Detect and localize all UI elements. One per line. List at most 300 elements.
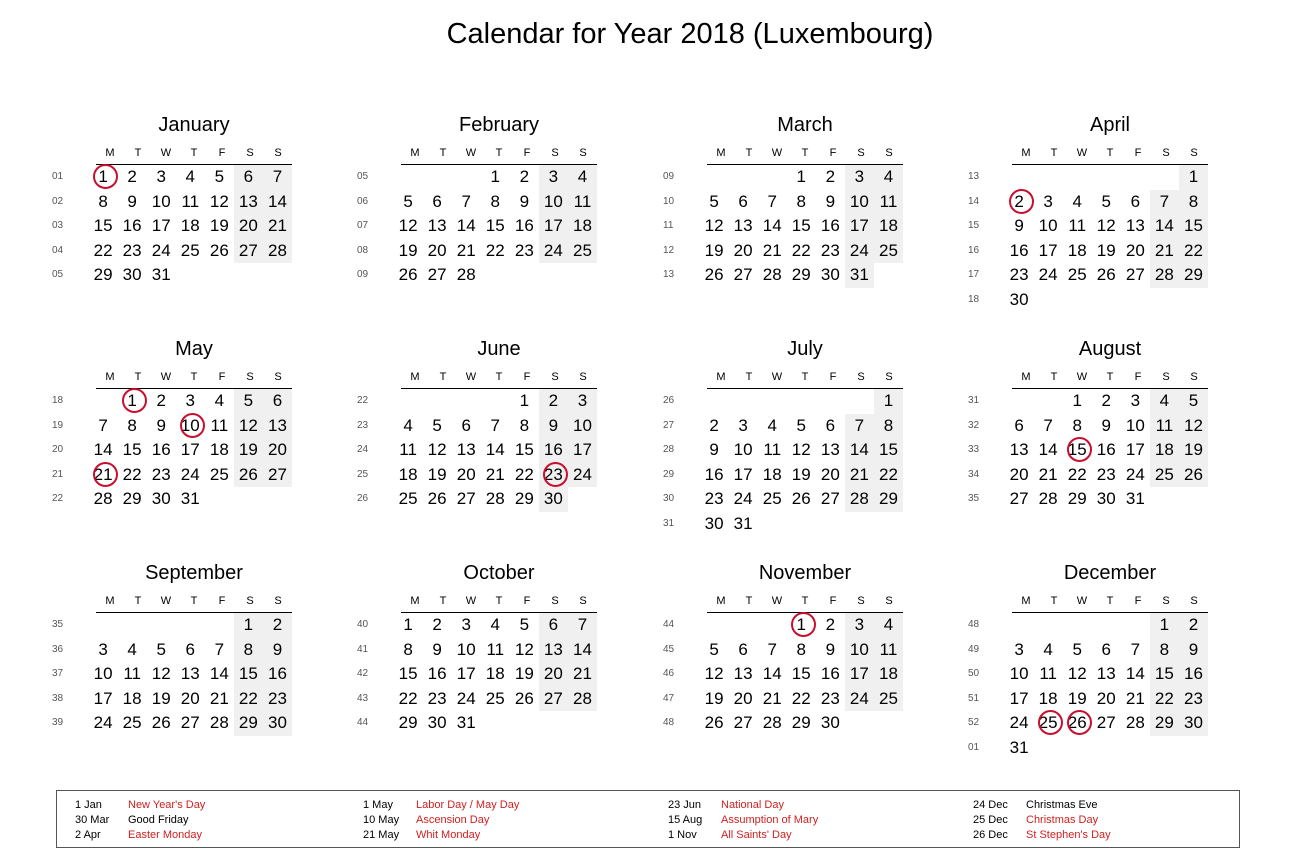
day-cell: 8 — [403, 639, 413, 659]
week-row — [52, 638, 292, 663]
empty-day-cell — [1121, 165, 1150, 190]
month-name: September — [145, 562, 243, 584]
empty-day-cell — [758, 389, 787, 414]
month-july — [663, 332, 903, 536]
weekday-label: W — [1076, 371, 1088, 383]
weekday-label: S — [1190, 147, 1198, 159]
day-cell: 21 — [845, 463, 874, 488]
week-row — [663, 414, 903, 439]
empty-day-cell — [729, 165, 758, 190]
day-cell: 21 — [1150, 239, 1179, 264]
day-cell: 30 — [820, 265, 840, 284]
weekday-label: S — [857, 595, 865, 607]
day-cell: 18 — [485, 664, 505, 683]
day-cell: 22 — [234, 687, 263, 712]
day-cell: 28 — [263, 239, 292, 264]
day-cell: 15 — [791, 216, 811, 235]
day-cell: 10 — [1125, 415, 1145, 435]
empty-day-cell — [568, 487, 597, 512]
week-row — [968, 288, 1208, 313]
month-april — [968, 108, 1208, 312]
day-cell: 21 — [568, 662, 597, 687]
day-cell: 28 — [209, 713, 229, 732]
holiday-date: 30 Mar — [75, 814, 110, 826]
day-cell: 9 — [1014, 216, 1024, 235]
week-number: 01 — [52, 171, 64, 182]
empty-day-cell — [700, 613, 729, 638]
week-row — [52, 687, 292, 712]
week-number: 01 — [968, 741, 980, 753]
empty-day-cell — [1034, 736, 1063, 761]
day-cell: 11 — [568, 190, 597, 215]
day-cell: 22 — [874, 463, 903, 488]
day-cell: 4 — [874, 613, 903, 638]
week-number: 17 — [968, 269, 980, 280]
day-cell: 3 — [1014, 639, 1024, 659]
week-row — [357, 414, 597, 439]
week-row — [663, 463, 903, 488]
day-cell: 16 — [1096, 440, 1116, 459]
month-february — [357, 108, 597, 288]
day-cell: 20 — [820, 464, 840, 484]
weekday-label: T — [495, 595, 503, 607]
day-cell: 12 — [209, 191, 229, 211]
day-cell: 12 — [151, 664, 171, 683]
weekday-label: T — [134, 371, 142, 383]
weekday-label: S — [885, 595, 893, 607]
empty-day-cell — [1063, 288, 1092, 313]
day-cell: 13 — [263, 414, 292, 439]
week-number: 31 — [663, 517, 675, 529]
weekday-label: S — [1162, 371, 1170, 383]
day-cell: 3 — [539, 165, 568, 190]
week-row — [968, 463, 1208, 488]
weekday-label: T — [190, 147, 198, 159]
day-cell: 26 — [791, 489, 811, 508]
weekday-label: F — [218, 147, 226, 159]
month-august — [968, 332, 1208, 512]
day-cell: 19 — [1096, 240, 1116, 260]
weekday-header — [401, 142, 597, 165]
holiday-name: St Stephen's Day — [1026, 829, 1111, 841]
day-cell: 26 — [398, 265, 418, 284]
week-row — [663, 389, 903, 414]
day-cell: 30 — [263, 711, 292, 736]
day-cell: 8 — [796, 639, 806, 659]
empty-day-cell — [481, 711, 510, 736]
weekday-label: W — [771, 595, 783, 607]
week-number: 44 — [663, 619, 675, 630]
weekday-label: M — [716, 595, 726, 607]
day-cell: 8 — [127, 415, 137, 435]
weekday-label: T — [190, 371, 198, 383]
holiday-day-cell: 23 — [539, 463, 568, 488]
day-cell: 6 — [738, 639, 748, 659]
day-cell: 6 — [1101, 639, 1111, 659]
day-cell: 23 — [122, 240, 142, 260]
empty-day-cell — [205, 263, 234, 288]
weekday-label: T — [801, 147, 809, 159]
month-name: December — [1063, 562, 1157, 584]
day-cell: 7 — [1043, 415, 1053, 435]
day-cell: 22 — [1150, 687, 1179, 712]
empty-day-cell — [758, 613, 787, 638]
day-cell: 7 — [214, 639, 225, 659]
weekday-label: F — [1134, 147, 1142, 159]
empty-day-cell — [787, 512, 816, 537]
week-number: 48 — [663, 717, 675, 728]
day-cell: 12 — [427, 440, 447, 459]
day-cell: 17 — [1009, 688, 1029, 708]
day-cell: 10 — [568, 414, 597, 439]
day-cell: 11 — [181, 191, 200, 211]
weekday-header — [707, 590, 903, 613]
day-cell: 26 — [514, 688, 534, 708]
day-cell: 3 — [185, 391, 195, 410]
week-row — [52, 662, 292, 687]
holiday-name: Ascension Day — [416, 814, 490, 826]
week-row — [968, 389, 1208, 414]
empty-day-cell — [423, 389, 452, 414]
day-cell: 11 — [874, 638, 903, 663]
week-number: 40 — [357, 619, 369, 630]
week-row — [663, 438, 903, 463]
empty-day-cell — [874, 711, 903, 736]
day-cell: 9 — [539, 414, 568, 439]
weekday-label: M — [105, 147, 115, 159]
day-cell: 8 — [1072, 415, 1082, 435]
day-cell: 5 — [709, 191, 719, 211]
weekday-label: W — [465, 595, 477, 607]
day-cell: 15 — [234, 662, 263, 687]
holiday-entry — [668, 813, 818, 828]
empty-day-cell — [539, 263, 568, 288]
month-march — [663, 108, 903, 288]
holiday-date: 26 Dec — [973, 829, 1008, 841]
day-cell: 12 — [1179, 414, 1208, 439]
holiday-name: Good Friday — [128, 814, 189, 826]
empty-day-cell — [481, 389, 510, 414]
holiday-name: Assumption of Mary — [721, 814, 819, 826]
day-cell: 13 — [1125, 216, 1145, 235]
day-cell: 19 — [151, 688, 171, 708]
weekday-label: F — [829, 147, 837, 159]
day-cell: 10 — [539, 190, 568, 215]
week-row — [968, 736, 1208, 761]
day-cell: 28 — [1125, 713, 1145, 732]
weekday-label: T — [439, 371, 447, 383]
week-number: 52 — [968, 717, 980, 728]
weekday-label: F — [829, 595, 837, 607]
day-cell: 29 — [93, 265, 113, 284]
weekday-label: W — [1076, 147, 1088, 159]
weekday-label: W — [160, 147, 172, 159]
empty-day-cell — [263, 487, 292, 512]
week-row — [663, 263, 903, 288]
holiday-day-cell: 25 — [1034, 711, 1063, 736]
empty-day-cell — [845, 711, 874, 736]
day-cell: 28 — [456, 265, 476, 284]
week-number: 26 — [357, 493, 369, 504]
day-cell: 20 — [1009, 464, 1029, 484]
weekday-label: W — [771, 147, 783, 159]
empty-day-cell — [1150, 487, 1179, 512]
day-cell: 18 — [1067, 240, 1087, 260]
week-row — [968, 214, 1208, 239]
weekday-label: M — [410, 371, 420, 383]
day-cell: 6 — [432, 191, 442, 211]
week-row — [968, 438, 1208, 463]
day-cell: 16 — [820, 216, 840, 235]
weekday-label: S — [579, 147, 587, 159]
empty-day-cell — [816, 512, 845, 537]
day-cell: 5 — [432, 415, 442, 435]
week-row — [52, 190, 292, 215]
weekday-label: W — [771, 371, 783, 383]
week-number: 28 — [663, 444, 675, 455]
week-number: 05 — [52, 269, 64, 280]
week-row — [968, 414, 1208, 439]
weekday-label: S — [551, 147, 559, 159]
weekday-label: T — [745, 147, 753, 159]
holiday-day-cell: 15 — [1063, 438, 1092, 463]
empty-day-cell — [1150, 165, 1179, 190]
day-cell: 20 — [539, 662, 568, 687]
empty-day-cell — [729, 389, 758, 414]
day-cell: 16 — [263, 662, 292, 687]
weekday-header — [401, 590, 597, 613]
day-cell: 9 — [1179, 638, 1208, 663]
day-cell: 6 — [263, 389, 292, 414]
day-cell: 23 — [820, 688, 840, 708]
day-cell: 24 — [456, 688, 476, 708]
weekday-label: T — [1106, 147, 1114, 159]
holiday-entry — [363, 828, 519, 843]
week-row — [968, 263, 1208, 288]
month-name: June — [477, 338, 521, 360]
day-cell: 4 — [214, 391, 225, 410]
day-cell: 13 — [733, 664, 753, 683]
empty-day-cell — [234, 263, 263, 288]
week-row — [968, 613, 1208, 638]
holiday-date: 2 Apr — [75, 829, 101, 841]
holiday-column — [668, 798, 818, 843]
weekday-label: M — [105, 595, 115, 607]
day-cell: 29 — [1150, 711, 1179, 736]
week-number: 46 — [663, 668, 675, 679]
weekday-label: T — [1050, 371, 1058, 383]
week-row — [663, 613, 903, 638]
weekday-label: T — [801, 371, 809, 383]
day-cell: 2 — [127, 167, 137, 186]
week-row — [968, 239, 1208, 264]
day-cell: 3 — [845, 613, 874, 638]
week-number: 50 — [968, 668, 980, 679]
empty-day-cell — [234, 487, 263, 512]
day-cell: 20 — [427, 240, 447, 260]
week-row — [663, 487, 903, 512]
day-cell: 8 — [234, 638, 263, 663]
day-cell: 24 — [568, 463, 597, 488]
day-cell: 1 — [1179, 165, 1208, 190]
month-name: October — [463, 562, 535, 584]
day-cell: 27 — [820, 489, 840, 508]
day-cell: 25 — [568, 239, 597, 264]
day-cell: 26 — [427, 489, 447, 508]
weekday-label: S — [274, 371, 282, 383]
day-cell: 24 — [151, 240, 171, 260]
week-number: 45 — [663, 643, 675, 655]
week-row — [52, 239, 292, 264]
day-cell: 21 — [1125, 688, 1145, 708]
day-cell: 2 — [825, 167, 836, 186]
weekday-header — [96, 366, 292, 389]
week-row — [663, 662, 903, 687]
holiday-entry — [75, 828, 205, 843]
weekday-label: S — [274, 595, 282, 607]
day-cell: 19 — [398, 240, 418, 260]
week-number: 22 — [357, 395, 369, 406]
empty-day-cell — [1092, 613, 1121, 638]
empty-day-cell — [729, 613, 758, 638]
weekday-label: S — [1190, 371, 1198, 383]
day-cell: 29 — [791, 265, 811, 284]
empty-day-cell — [1034, 613, 1063, 638]
day-cell: 28 — [762, 713, 782, 732]
day-cell: 17 — [456, 664, 476, 683]
day-cell: 1 — [490, 167, 500, 186]
day-cell: 18 — [209, 440, 229, 459]
day-cell: 18 — [568, 214, 597, 239]
empty-day-cell — [1179, 736, 1208, 761]
empty-day-cell — [118, 613, 147, 638]
day-cell: 17 — [151, 216, 171, 235]
month-january — [52, 108, 292, 288]
day-cell: 8 — [1179, 190, 1208, 215]
weekday-label: F — [829, 371, 837, 383]
day-cell: 4 — [874, 165, 903, 190]
day-cell: 14 — [1125, 664, 1145, 683]
holiday-day-cell: 1 — [118, 389, 147, 414]
week-number: 09 — [663, 171, 675, 182]
week-number: 30 — [663, 493, 675, 504]
day-cell: 2 — [519, 167, 530, 186]
day-cell: 19 — [704, 688, 724, 708]
week-row — [52, 165, 292, 190]
weekday-label: T — [134, 147, 142, 159]
day-cell: 9 — [825, 639, 836, 659]
day-cell: 6 — [185, 639, 195, 659]
day-cell: 1 — [796, 167, 806, 186]
day-cell: 17 — [845, 662, 874, 687]
empty-day-cell — [758, 512, 787, 537]
empty-day-cell — [539, 711, 568, 736]
week-row — [357, 165, 597, 190]
empty-day-cell — [1150, 288, 1179, 313]
day-cell: 3 — [568, 389, 597, 414]
day-cell: 2 — [263, 613, 292, 638]
day-cell: 1 — [234, 613, 263, 638]
weekday-label: S — [274, 147, 282, 159]
empty-day-cell — [147, 613, 176, 638]
weekday-label: S — [246, 595, 254, 607]
day-cell: 30 — [1179, 711, 1208, 736]
day-cell: 11 — [210, 415, 229, 435]
day-cell: 5 — [1179, 389, 1208, 414]
week-row — [357, 687, 597, 712]
day-cell: 13 — [539, 638, 568, 663]
day-cell: 15 — [93, 216, 113, 235]
week-row — [663, 165, 903, 190]
holiday-entry — [973, 828, 1111, 843]
week-number: 37 — [52, 668, 64, 679]
weekday-label: S — [551, 371, 559, 383]
month-name: January — [158, 114, 230, 136]
day-cell: 28 — [845, 487, 874, 512]
day-cell: 24 — [845, 239, 874, 264]
week-number: 15 — [968, 220, 980, 231]
week-row — [663, 711, 903, 736]
day-cell: 25 — [874, 687, 903, 712]
weekday-label: T — [801, 595, 809, 607]
day-cell: 2 — [539, 389, 568, 414]
day-cell: 22 — [791, 240, 811, 260]
weekday-label: W — [160, 595, 172, 607]
day-cell: 7 — [568, 613, 597, 638]
day-cell: 17 — [568, 438, 597, 463]
day-cell: 6 — [234, 165, 263, 190]
empty-day-cell — [452, 165, 481, 190]
empty-day-cell — [176, 263, 205, 288]
weekday-label: S — [885, 147, 893, 159]
day-cell: 29 — [874, 487, 903, 512]
empty-day-cell — [394, 389, 423, 414]
weekday-label: M — [716, 371, 726, 383]
week-row — [357, 662, 597, 687]
holiday-name: Labor Day / May Day — [416, 799, 520, 811]
day-cell: 27 — [234, 239, 263, 264]
day-cell: 17 — [539, 214, 568, 239]
day-cell: 15 — [122, 440, 142, 459]
day-cell: 16 — [1009, 240, 1029, 260]
day-cell: 14 — [762, 664, 782, 683]
day-cell: 13 — [456, 440, 476, 459]
day-cell: 22 — [791, 688, 811, 708]
day-cell: 23 — [514, 240, 534, 260]
day-cell: 4 — [490, 615, 500, 634]
month-october — [357, 556, 597, 736]
day-cell: 9 — [709, 440, 719, 459]
day-cell: 31 — [456, 713, 476, 732]
empty-day-cell — [1063, 165, 1092, 190]
day-cell: 28 — [93, 489, 113, 508]
day-cell: 24 — [733, 489, 753, 508]
empty-day-cell — [263, 263, 292, 288]
day-cell: 11 — [486, 639, 505, 659]
day-cell: 17 — [1038, 240, 1058, 260]
weekday-label: W — [160, 371, 172, 383]
day-cell: 9 — [127, 191, 137, 211]
day-cell: 21 — [485, 464, 505, 484]
empty-day-cell — [787, 389, 816, 414]
day-cell: 29 — [514, 489, 534, 508]
day-cell: 6 — [825, 415, 836, 435]
day-cell: 15 — [791, 664, 811, 683]
day-cell: 30 — [1009, 289, 1029, 309]
day-cell: 3 — [845, 165, 874, 190]
empty-day-cell — [423, 165, 452, 190]
week-number: 11 — [663, 220, 674, 231]
